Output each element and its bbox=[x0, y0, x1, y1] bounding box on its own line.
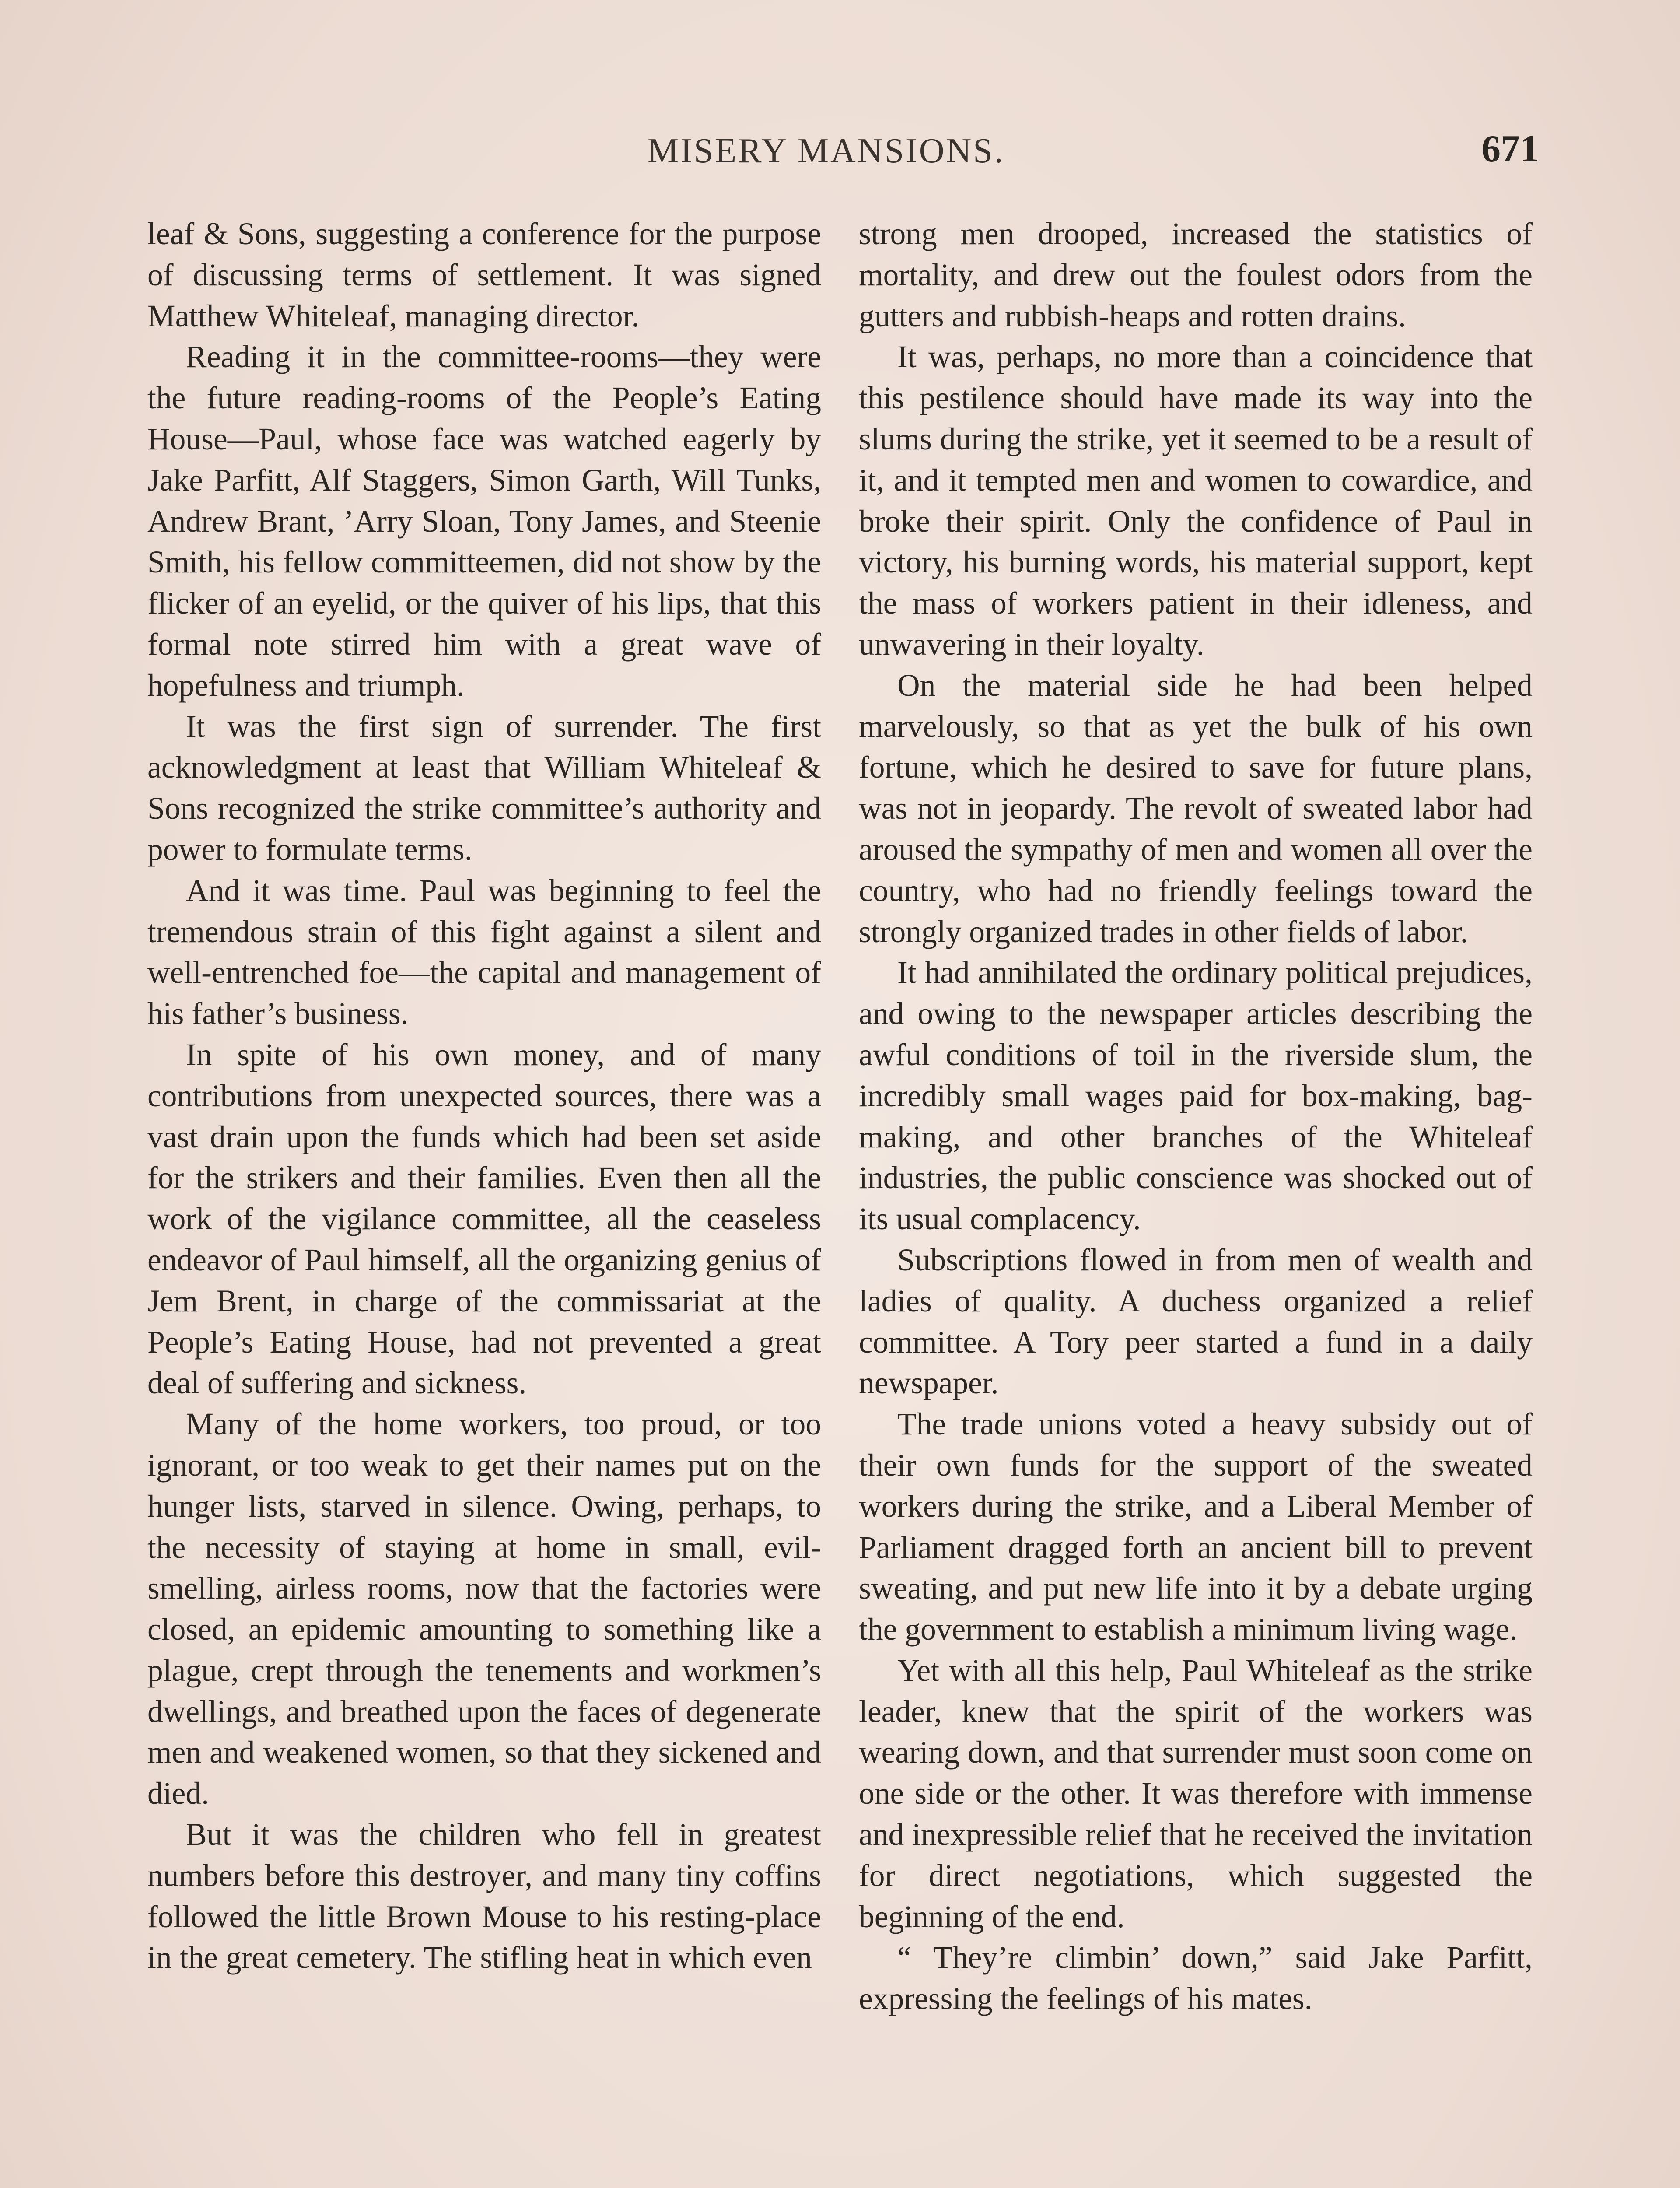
page-number: 671 bbox=[1481, 128, 1539, 170]
paragraph: It had annihilated the ordinary political prejudices, and owing to the newspaper articles describing the awful conditions of toil in the riverside slum, the incredibly small wages paid for box-making, bag-making, and other branches of the Whiteleaf industries, the public conscience was shocked out of its usual complacency. bbox=[859, 955, 1533, 1237]
paragraph: It was, perhaps, no more than a coincidence that this pestilence should have made its way into the slums during the strike, yet it seemed to be a result of it, and it tempted men and women to cowardice, and broke their spirit. Only the confidence of Paul in victory, his burning words, his material support, kept the mass of workers patient in their idleness, and unwavering in their loyalty. bbox=[859, 340, 1533, 662]
paragraph: Subscriptions flowed in from men of wealth and ladies of quality. A duchess organized a relief committee. A Tory peer started a fund in a daily newspaper. bbox=[859, 1242, 1533, 1401]
paragraph: The trade unions voted a heavy subsidy out of their own funds for the support of the sweated workers during the strike, and a Liberal Member of Parliament dragged forth an ancient bill to prevent sweating, and put new life into it by a debate urging the government to establish a minimum living wage. bbox=[859, 1407, 1533, 1647]
paragraph: Reading it in the committee-rooms—they were the future reading-rooms of the People’s Eating House—Paul, whose face was watched eagerly by Jake Parfitt, Alf Staggers, Simon Garth, Will Tunks, Andrew Brant, ’Arry Sloan, Tony James, and Steenie Smith, his fellow committeemen, did not show by the flicker of an eyelid, or the quiver of his lips, that this formal note stirred him with a great wave of hopefulness and triumph. bbox=[147, 340, 821, 703]
paragraph: strong men drooped, increased the statistics of mortality, and drew out the foulest odors from the gutters and rubbish-heaps and rotten drains. bbox=[859, 217, 1533, 333]
paragraph: Yet with all this help, Paul Whiteleaf as the strike leader, knew that the spirit of the workers was wearing down, and that surrender must soon come on one side or the other. It was therefore with immense and inexpressible relief that he received the invitation for direct negotiations, which suggested the beginning of the end. bbox=[859, 1653, 1533, 1934]
right-column bbox=[859, 214, 1533, 2020]
paragraph: In spite of his own money, and of many contributions from unexpected sources, there was a vast drain upon the funds which had been set aside for the strikers and their families. Even then all the work of the vigilance committee, all the ceaseless endeavor of Paul himself, all the organizing genius of Jem Brent, in charge of the commissariat at the People’s Eating House, had not prevented a great deal of suffering and sickness. bbox=[147, 1037, 821, 1401]
paragraph: And it was time. Paul was beginning to feel the tremendous strain of this fight against a silent and well-entrenched foe—the capital and management of his father’s business. bbox=[147, 873, 821, 1031]
paragraph: Many of the home workers, too proud, or too ignorant, or too weak to get their names put on the hunger lists, starved in silence. Owing, perhaps, to the necessity of staying at home in small, evil-smelling, airless rooms, now that the factories were closed, an epidemic amounting to something like a plague, crept through the tenements and workmen’s dwellings, and breathed upon the faces of degenerate men and weakened women, so that they sickened and died. bbox=[147, 1407, 821, 1811]
left-column bbox=[147, 214, 821, 1978]
paragraph: “ They’re climbin’ down,” said Jake Parfitt, expressing the feelings of his mates. bbox=[859, 1940, 1533, 2016]
paragraph: It was the first sign of surrender. The first acknowledgment at least that William Whiteleaf & Sons recognized the strike committee’s authority and power to formulate terms. bbox=[147, 709, 821, 867]
running-title: MISERY MANSIONS. bbox=[648, 132, 1005, 170]
paragraph: But it was the children who fell in greatest numbers before this destroyer, and many tiny coffins followed the little Brown Mouse to his resting-place in the great cemetery. The stifling heat in which even bbox=[147, 1817, 821, 1975]
paragraph: leaf & Sons, suggesting a conference for the purpose of discussing terms of settlement. It was signed Matthew Whiteleaf, managing director. bbox=[147, 217, 821, 333]
paragraph: On the material side he had been helped marvelously, so that as yet the bulk of his own fortune, which he desired to save for future plans, was not in jeopardy. The revolt of sweated labor had aroused the sympathy of men and women all over the country, who had no friendly feelings toward the strongly organized trades in other fields of labor. bbox=[859, 668, 1533, 949]
